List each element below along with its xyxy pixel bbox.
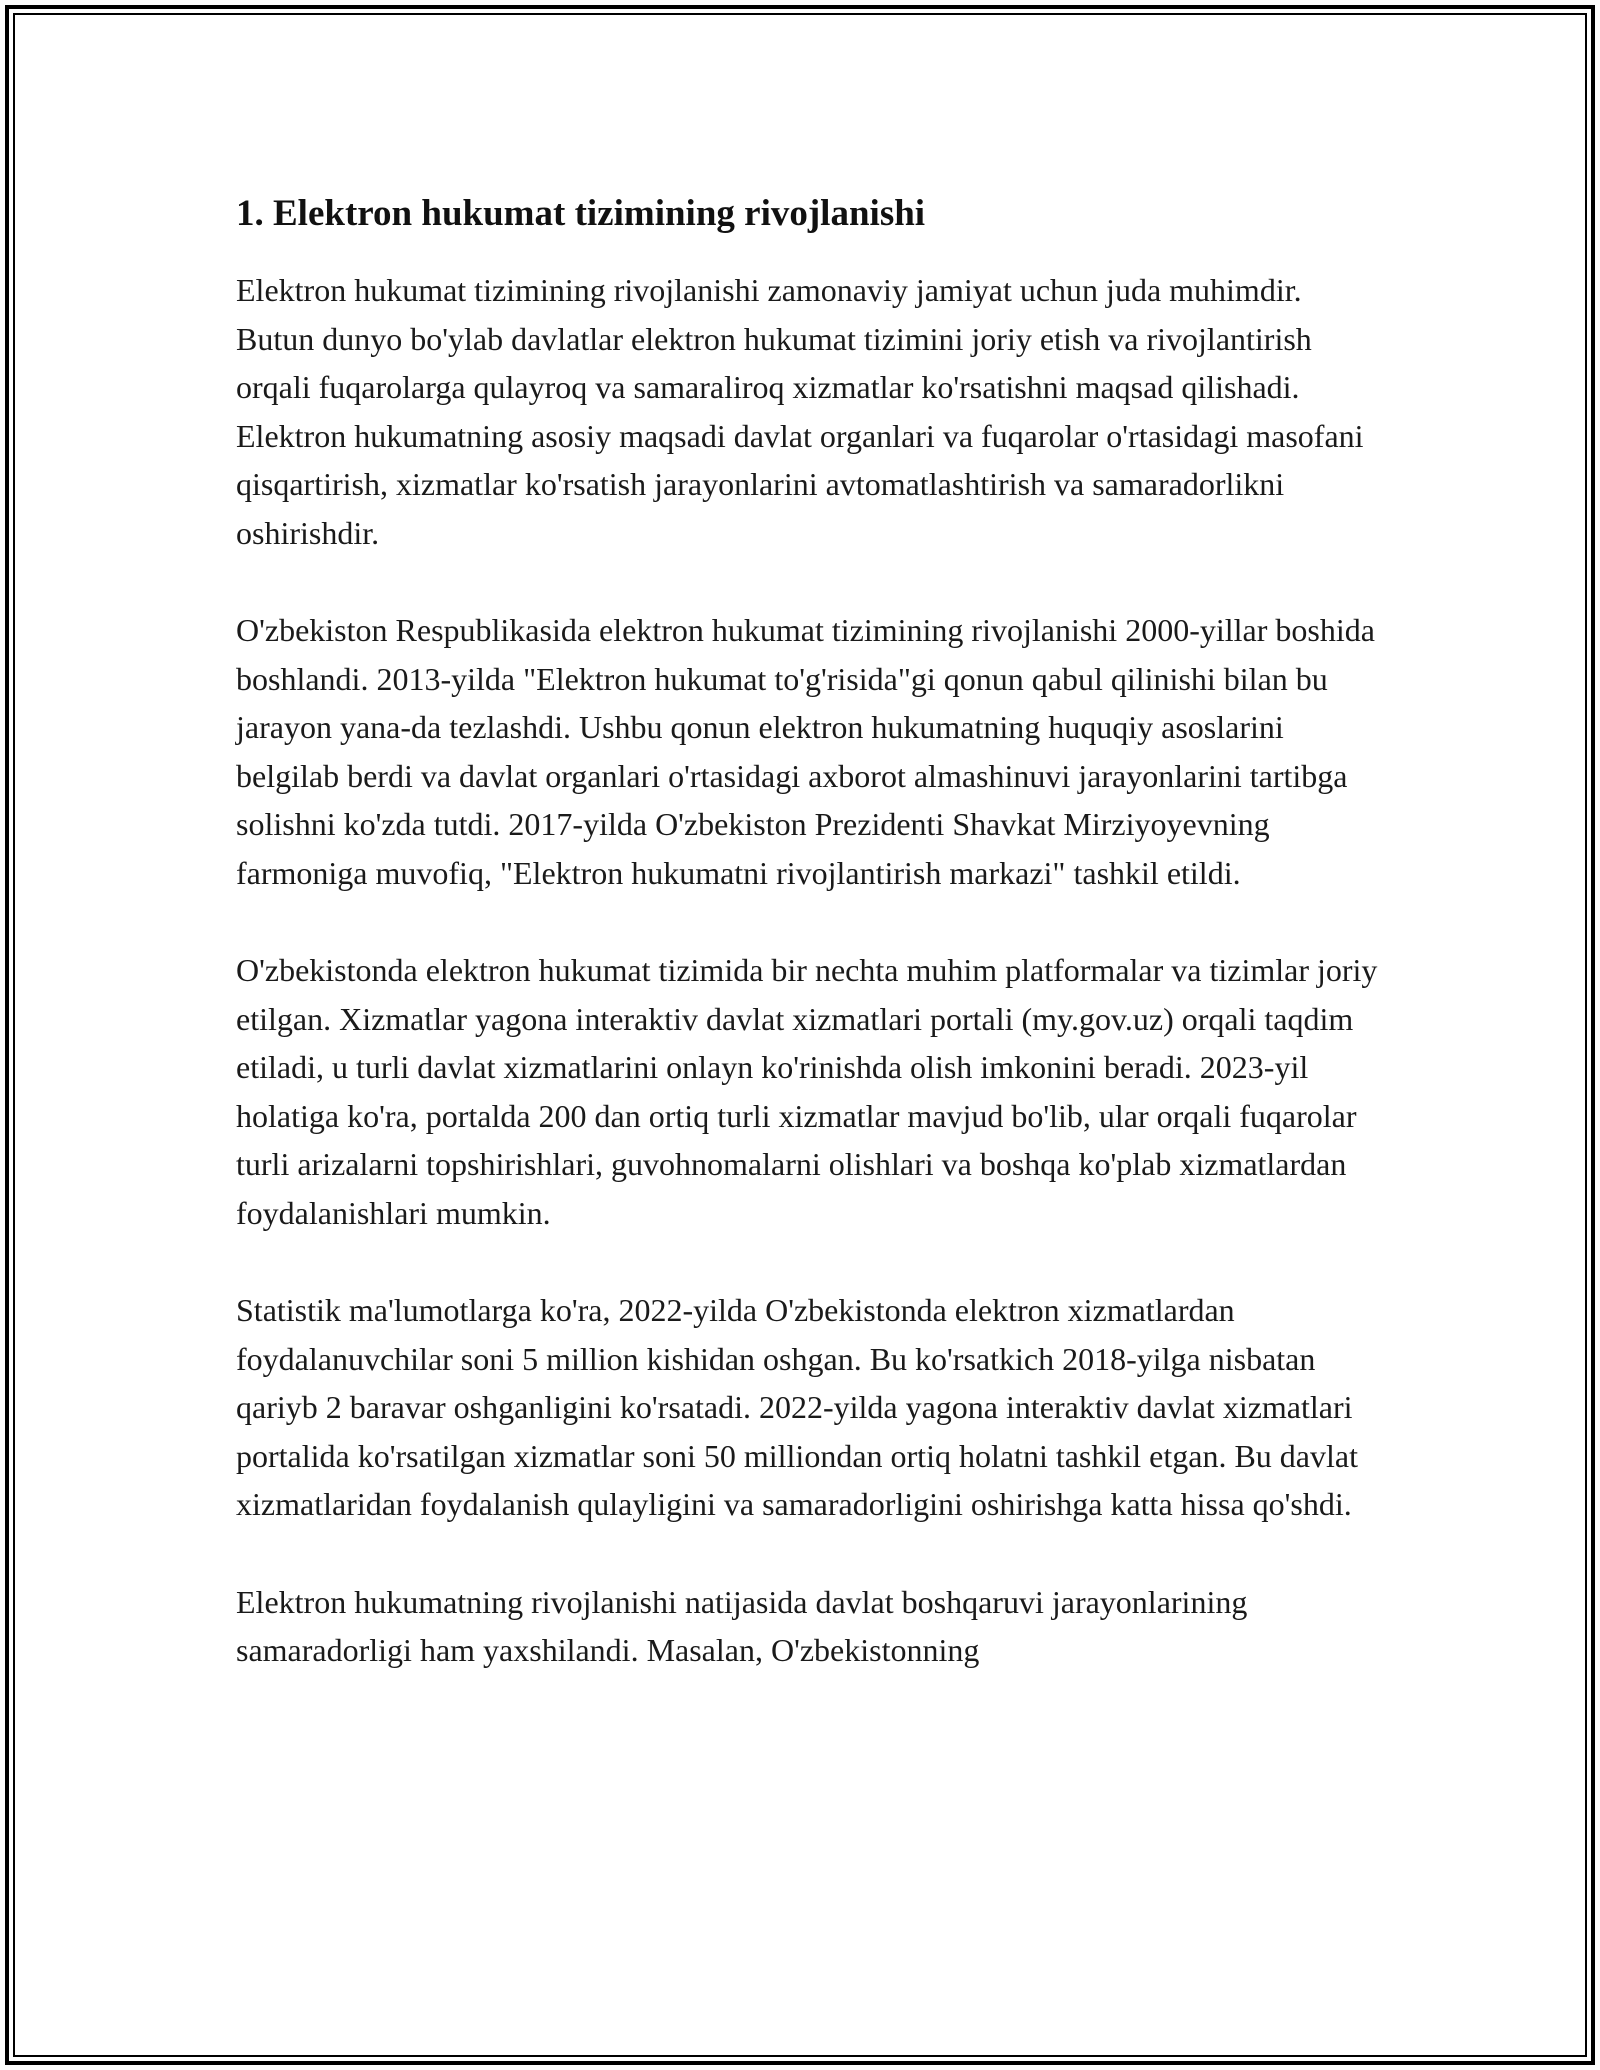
paragraph-5: Elektron hukumatning rivojlanishi natijasida davlat boshqaruvi jarayonlarining samaradorligi ham yaxshilandi. Masalan, O'zbekistonning [236, 1583, 1248, 1668]
paragraph-1: Elektron hukumat tizimining rivojlanishi zamonaviy jamiyat uchun juda muhimdir. Butun dunyo bo'ylab davlatlar elektron hukumat tizimini joriy etish va rivojlantirish orqali fuqarolarga qulayroq va samaraliroq xizmatlar ko'rsatishni maqsad qilishadi. Elektron hukumatning asosiy maqsadi davlat organlari va fuqarolar o'rtasidagi masofani qisqartirish, xizmatlar ko'rsatish jarayonlarini avtomatlashtirish va samaradorlikni oshirishdir. [236, 272, 1364, 551]
paragraph-4: Statistik ma'lumotlarga ko'ra, 2022-yilda O'zbekistonda elektron xizmatlardan foydalanuvchilar soni 5 million kishidan oshgan. Bu ko'rsatkich 2018-yilga nisbatan qariyb 2 baravar oshganligini ko'rsatadi. 2022-yilda yagona interaktiv davlat xizmatlari portalida ko'rsatilgan xizmatlar soni 50 milliondan ortiq holatni tashkil etgan. Bu davlat xizmatlaridan foydalanish qulayligini va samaradorligini oshirishga katta hissa qo'shdi. [236, 1292, 1358, 1522]
document-body [236, 186, 1386, 1724]
section-heading: 1. Elektron hukumat tizimining rivojlanishi [236, 193, 926, 234]
paragraph-3: O'zbekistonda elektron hukumat tizimida bir nechta muhim platformalar va tizimlar joriy etilgan. Xizmatlar yagona interaktiv davlat xizmatlari portali (my.gov.uz) orqali taqdim etiladi, u turli davlat xizmatlarini onlayn ko'rinishda olish imkonini beradi. 2023-yil holatiga ko'ra, portalda 200 dan ortiq turli xizmatlar mavjud bo'lib, ular orqali fuqarolar turli arizalarni topshirishlari, guvohnomalarni olishlari va boshqa ko'plab xizmatlardan foydalanishlari mumkin. [236, 952, 1378, 1231]
paragraph-2: O'zbekiston Respublikasida elektron hukumat tizimining rivojlanishi 2000-yillar boshida boshlandi. 2013-yilda "Elektron hukumat to'g'risida"gi qonun qabul qilinishi bilan bu jarayon yana-da tezlashdi. Ushbu qonun elektron hukumatning huquqiy asoslarini belgilab berdi va davlat organlari o'rtasidagi axborot almashinuvi jarayonlarini tartibga solishni ko'zda tutdi. 2017-yilda O'zbekiston Prezidenti Shavkat Mirziyoyevning farmoniga muvofiq, "Elektron hukumatni rivojlantirish markazi" tashkil etildi. [236, 612, 1375, 891]
